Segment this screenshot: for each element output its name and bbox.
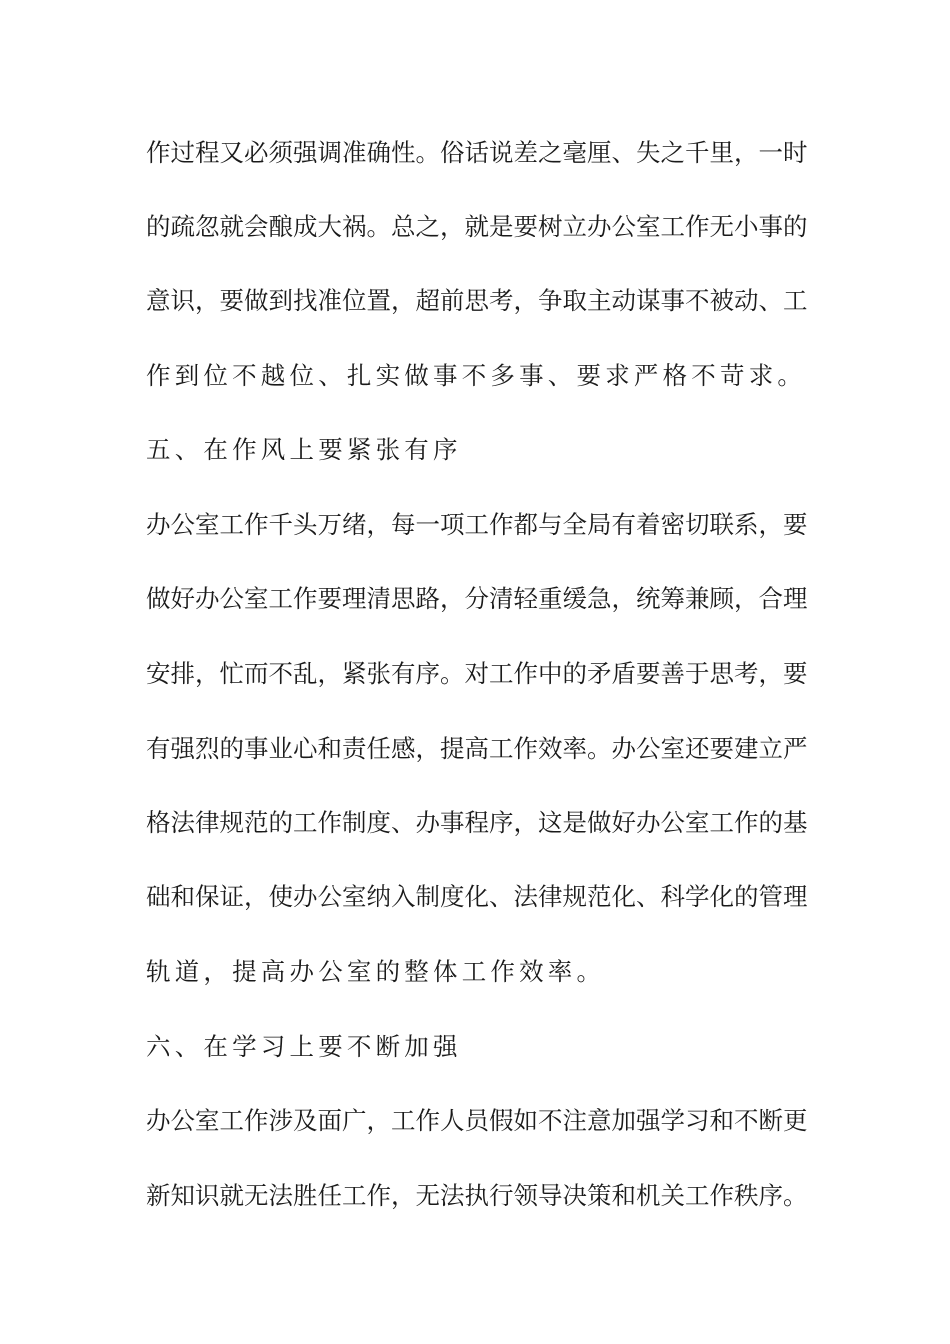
body-text-line: 安排，忙而不乱，紧张有序。对工作中的矛盾要善于思考，要 [146, 659, 808, 688]
body-text-line: 础和保证，使办公室纳入制度化、法律规范化、科学化的管理 [146, 882, 808, 911]
body-text-line: 有强烈的事业心和责任感，提高工作效率。办公室还要建立严 [146, 734, 808, 763]
body-text-line: 的疏忽就会酿成大祸。总之，就是要树立办公室工作无小事的 [146, 212, 808, 241]
body-text-line: 轨道，提高办公室的整体工作效率。 [146, 957, 606, 986]
body-text-line: 意识，要做到找准位置，超前思考，争取主动谋事不被动、工 [146, 286, 808, 315]
section-heading: 六、在学习上要不断加强 [146, 1032, 462, 1061]
body-text-line: 作到位不越位、扎实做事不多事、要求严格不苛求。 [146, 361, 807, 390]
body-text-line: 做好办公室工作要理清思路，分清轻重缓急，统筹兼顾，合理 [146, 584, 808, 613]
body-text-line: 格法律规范的工作制度、办事程序，这是做好办公室工作的基 [146, 808, 808, 837]
body-text-line: 新知识就无法胜任工作，无法执行领导决策和机关工作秩序。 [146, 1181, 808, 1210]
section-heading: 五、在作风上要紧张有序 [146, 435, 462, 464]
body-text-line: 办公室工作千头万绪，每一项工作都与全局有着密切联系，要 [146, 510, 808, 539]
body-text-line: 办公室工作涉及面广，工作人员假如不注意加强学习和不断更 [146, 1106, 808, 1135]
body-text-line: 作过程又必须强调准确性。俗话说差之毫厘、失之千里，一时 [146, 138, 808, 167]
